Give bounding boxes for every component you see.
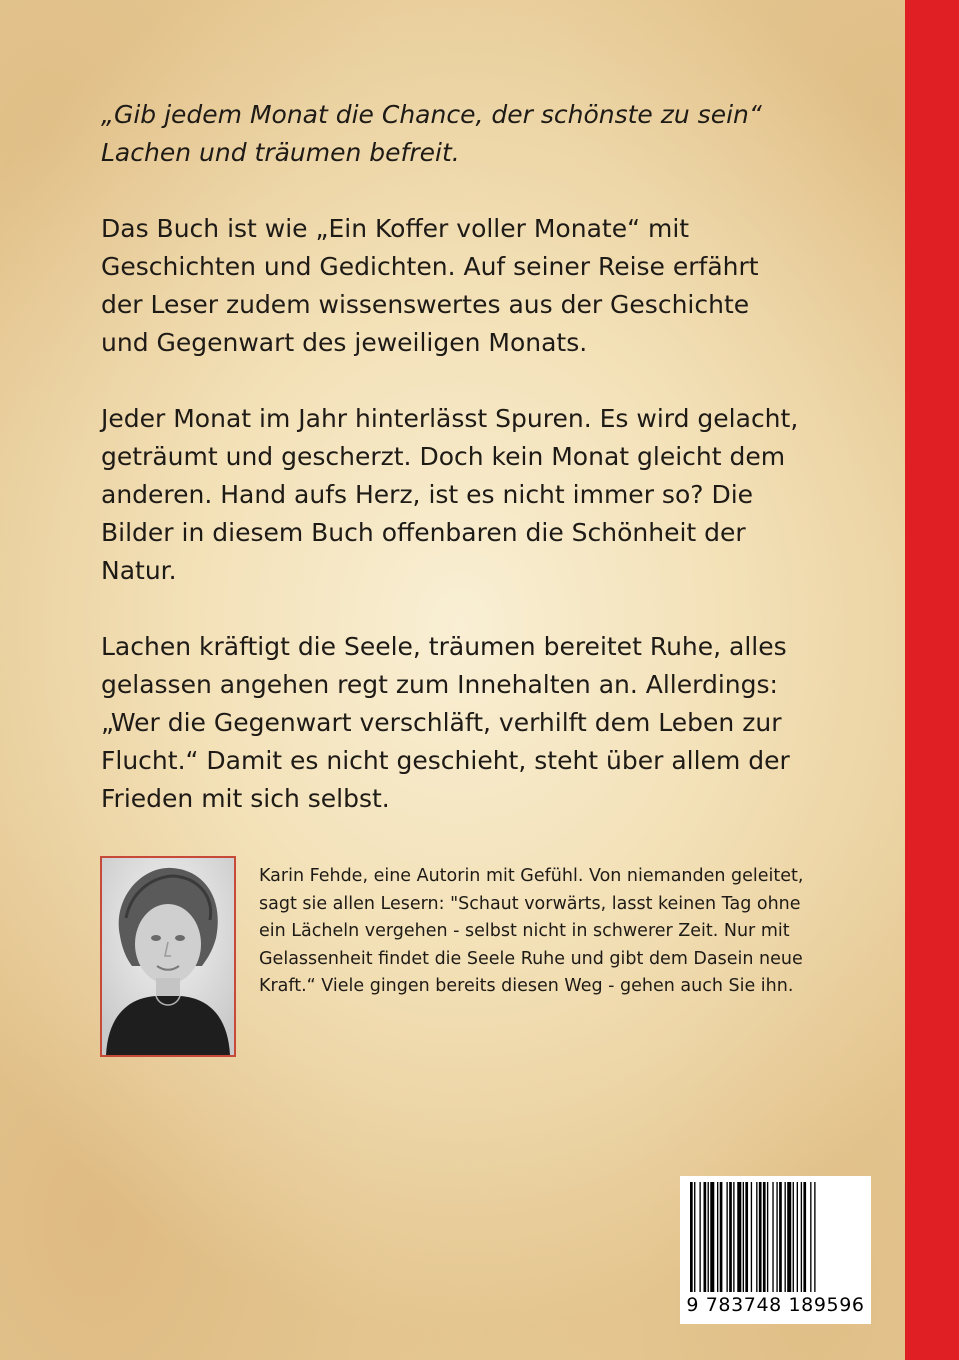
author-photo	[100, 856, 236, 1057]
barcode-bar	[797, 1182, 798, 1292]
barcode-bar	[785, 1182, 786, 1292]
barcode-bar	[729, 1182, 732, 1292]
barcode-bar	[699, 1182, 700, 1292]
tagline-line-1: „Gib jedem Monat die Chance, der schönste zu sein“	[101, 100, 762, 129]
tagline-quote	[101, 96, 801, 172]
barcode-bar	[767, 1182, 768, 1292]
barcode-bar	[726, 1182, 727, 1292]
barcode-bar	[751, 1182, 752, 1292]
barcode-bar	[720, 1182, 723, 1292]
barcode-bar	[708, 1182, 709, 1292]
barcode-bar	[779, 1182, 782, 1292]
tagline-line-2: Lachen und träumen befreit.	[101, 138, 460, 167]
barcode-bars	[680, 1176, 871, 1294]
red-spine-strip	[905, 0, 959, 1360]
barcode-bar	[810, 1182, 811, 1292]
barcode-bar	[814, 1182, 815, 1292]
isbn-barcode	[680, 1176, 871, 1324]
barcode-bar	[717, 1182, 718, 1292]
barcode-bar	[710, 1182, 714, 1292]
isbn-number: 9 783748 189596	[686, 1294, 865, 1316]
barcode-bar	[704, 1182, 707, 1292]
barcode-bar	[745, 1182, 748, 1292]
blurb-paragraph-3: Lachen kräftigt die Seele, träumen bereitet Ruhe, alles gelassen angehen regt zum Innehalten an. Allerdings: „Wer die Gegenwart verschläft, verhilft dem Leben zur Flucht.“ Damit es nicht geschieht, steht über allem der Frieden mit sich selbst.	[101, 632, 790, 813]
blurb-paragraph-1: Das Buch ist wie „Ein Koffer voller Monate“ mit Geschichten und Gedichten. Auf seiner Reise erfährt der Leser zudem wissenswertes aus der Geschichte und Gegenwart des jeweiligen Monats.	[101, 214, 759, 357]
author-bio: Karin Fehde, eine Autorin mit Gefühl. Von niemanden geleitet, sagt sie allen Lesern: "Schaut vorwärts, lasst keinen Tag ohne ein Lächeln vergehen - selbst nicht in schwerer Zeit. Nur mit Gelassenheit findet die Seele Ruhe und gibt dem Dasein neue Kraft.“ Viele gingen bereits diesen Weg - gehen auch Sie ihn.	[259, 866, 804, 996]
barcode-bar	[756, 1182, 757, 1292]
barcode-bar	[733, 1182, 734, 1292]
barcode-bar	[801, 1182, 802, 1292]
author-portrait-illustration	[102, 858, 234, 1055]
barcode-bar	[776, 1182, 777, 1292]
barcode-bar	[787, 1182, 791, 1292]
barcode-bar	[690, 1182, 693, 1292]
barcode-bar	[743, 1182, 744, 1292]
barcode-bar	[763, 1182, 766, 1292]
barcode-bar	[772, 1182, 773, 1292]
barcode-bar	[737, 1182, 741, 1292]
barcode-bar	[694, 1182, 695, 1292]
barcode-bar	[803, 1182, 806, 1292]
barcode-bar	[793, 1182, 794, 1292]
barcode-bar	[759, 1182, 762, 1292]
blurb-paragraph-2: Jeder Monat im Jahr hinterlässt Spuren. Es wird gelacht, geträumt und gescherzt. Doch kein Monat gleicht dem anderen. Hand aufs Herz, ist es nicht immer so? Die Bilder in diesem Buch offenbaren die Schönheit der Natur.	[101, 404, 799, 585]
